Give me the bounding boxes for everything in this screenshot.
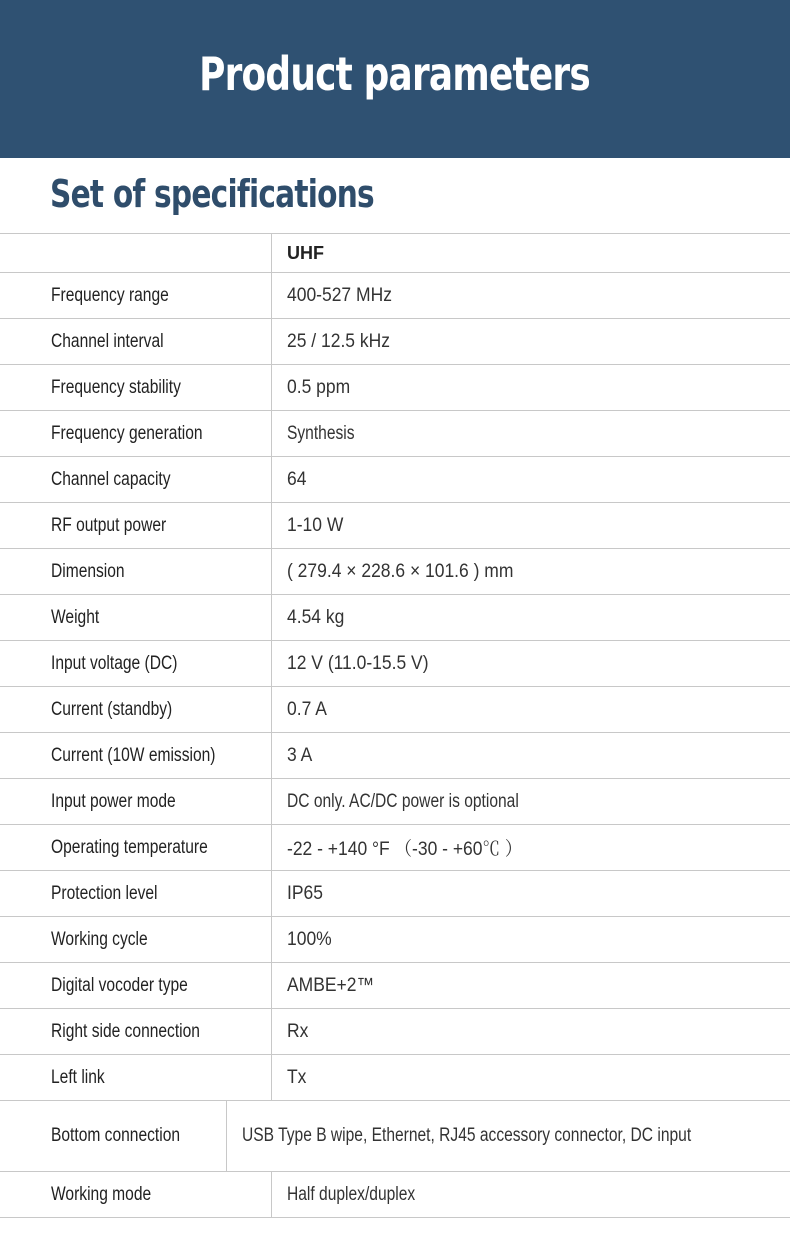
- spec-label: Digital vocoder type: [51, 974, 188, 996]
- spec-label-cell: [0, 733, 272, 778]
- spec-label-cell: [0, 641, 272, 686]
- spec-label-cell: [0, 365, 272, 410]
- spec-label-cell: [0, 549, 272, 594]
- spec-value-cell: [272, 1172, 790, 1217]
- table-row: [0, 1101, 790, 1172]
- table-row: [0, 917, 790, 963]
- spec-value-cell: [272, 779, 790, 824]
- spec-value-cell: [272, 365, 790, 410]
- spec-label: Operating temperature: [51, 836, 208, 858]
- table-row: [0, 273, 790, 319]
- table-row: [0, 641, 790, 687]
- spec-label-cell: [0, 779, 272, 824]
- spec-label: Dimension: [51, 560, 125, 582]
- spec-value-cell: [227, 1101, 790, 1171]
- spec-value-cell: [272, 457, 790, 502]
- spec-value: 400-527 MHz: [287, 284, 392, 306]
- spec-value-cell: [272, 641, 790, 686]
- section-title: Set of specifications: [50, 172, 374, 216]
- table-row: [0, 687, 790, 733]
- spec-label-cell: [0, 871, 272, 916]
- spec-label: Input power mode: [51, 790, 176, 812]
- spec-value: USB Type B wipe, Ethernet, RJ45 accessory connector, DC input: [242, 1125, 692, 1146]
- spec-value: 3 A: [287, 744, 313, 766]
- spec-value-cell: [272, 1009, 790, 1054]
- table-row: [0, 595, 790, 641]
- spec-value-cell: [272, 319, 790, 364]
- page-title: Product parameters: [199, 47, 591, 101]
- spec-value: Half duplex/duplex: [287, 1183, 416, 1205]
- spec-value: ( 279.4 × 228.6 × 101.6 ) mm: [287, 560, 514, 582]
- spec-value: 1-10 W: [287, 514, 344, 536]
- spec-label: Current (10W emission): [51, 744, 216, 766]
- spec-value-cell: [272, 963, 790, 1008]
- table-header-value-cell: [272, 234, 790, 272]
- spec-value: DC only. AC/DC power is optional: [287, 790, 519, 812]
- spec-label: Frequency range: [51, 284, 169, 306]
- spec-label: Protection level: [51, 882, 158, 904]
- table-row: [0, 1055, 790, 1101]
- spec-label-cell: [0, 963, 272, 1008]
- spec-label: Right side connection: [51, 1020, 200, 1042]
- column-header: UHF: [287, 242, 324, 263]
- spec-label-cell: [0, 273, 272, 318]
- table-row: [0, 779, 790, 825]
- spec-label-cell: [0, 825, 272, 870]
- spec-value: 0.5 ppm: [287, 376, 351, 398]
- spec-label: Left link: [51, 1066, 105, 1088]
- spec-value: 0.7 A: [287, 698, 327, 720]
- spec-label: Frequency stability: [51, 376, 181, 398]
- table-header-row: [0, 234, 790, 273]
- spec-value: 64: [287, 468, 307, 490]
- table-header-label-cell: [0, 234, 272, 272]
- spec-label-cell: [0, 1009, 272, 1054]
- table-row: [0, 411, 790, 457]
- spec-label: Input voltage (DC): [51, 652, 178, 674]
- table-row: [0, 365, 790, 411]
- table-row: [0, 549, 790, 595]
- table-row: [0, 733, 790, 779]
- table-row: [0, 1172, 790, 1218]
- spec-label-cell: [0, 503, 272, 548]
- header-banner: [0, 0, 790, 158]
- spec-value: Synthesis: [287, 422, 355, 444]
- table-row: [0, 963, 790, 1009]
- spec-value: 100%: [287, 928, 332, 950]
- spec-label-cell: [0, 687, 272, 732]
- spec-label: Channel interval: [51, 330, 164, 352]
- spec-value: 25 / 12.5 kHz: [287, 330, 390, 352]
- spec-value-cell: [272, 687, 790, 732]
- spec-label-cell: [0, 595, 272, 640]
- spec-value: -22 - +140 °F （-30 - +60℃ ）: [287, 839, 523, 860]
- spec-value: 12 V (11.0-15.5 V): [287, 652, 429, 674]
- table-row: [0, 1009, 790, 1055]
- spec-label: Bottom connection: [51, 1125, 181, 1146]
- spec-value-cell: [272, 825, 790, 870]
- table-row: [0, 503, 790, 549]
- spec-value-cell: [272, 1055, 790, 1100]
- table-row: [0, 825, 790, 871]
- table-row: [0, 457, 790, 503]
- spec-value: 4.54 kg: [287, 606, 345, 628]
- spec-value-cell: [272, 595, 790, 640]
- spec-label: Weight: [51, 606, 100, 628]
- spec-value-cell: [272, 917, 790, 962]
- spec-label-cell: [0, 1101, 227, 1171]
- spec-value-cell: [272, 549, 790, 594]
- table-row: [0, 319, 790, 365]
- spec-label: RF output power: [51, 514, 167, 536]
- spec-label-cell: [0, 457, 272, 502]
- spec-label: Working cycle: [51, 928, 148, 950]
- spec-label-cell: [0, 319, 272, 364]
- spec-value-cell: [272, 733, 790, 778]
- spec-value-cell: [272, 411, 790, 456]
- spec-table: [0, 233, 790, 1218]
- spec-value-cell: [272, 273, 790, 318]
- spec-value-cell: [272, 871, 790, 916]
- spec-value: IP65: [287, 882, 323, 904]
- spec-label-cell: [0, 917, 272, 962]
- spec-label-cell: [0, 1172, 272, 1217]
- spec-value: AMBE+2™: [287, 974, 374, 996]
- spec-label: Working mode: [51, 1183, 152, 1205]
- spec-label-cell: [0, 1055, 272, 1100]
- spec-label: Frequency generation: [51, 422, 203, 444]
- table-row: [0, 871, 790, 917]
- spec-value: Tx: [287, 1066, 307, 1088]
- spec-label: Channel capacity: [51, 468, 171, 490]
- spec-value: Rx: [287, 1020, 309, 1042]
- spec-value-cell: [272, 503, 790, 548]
- spec-label-cell: [0, 411, 272, 456]
- spec-label: Current (standby): [51, 698, 173, 720]
